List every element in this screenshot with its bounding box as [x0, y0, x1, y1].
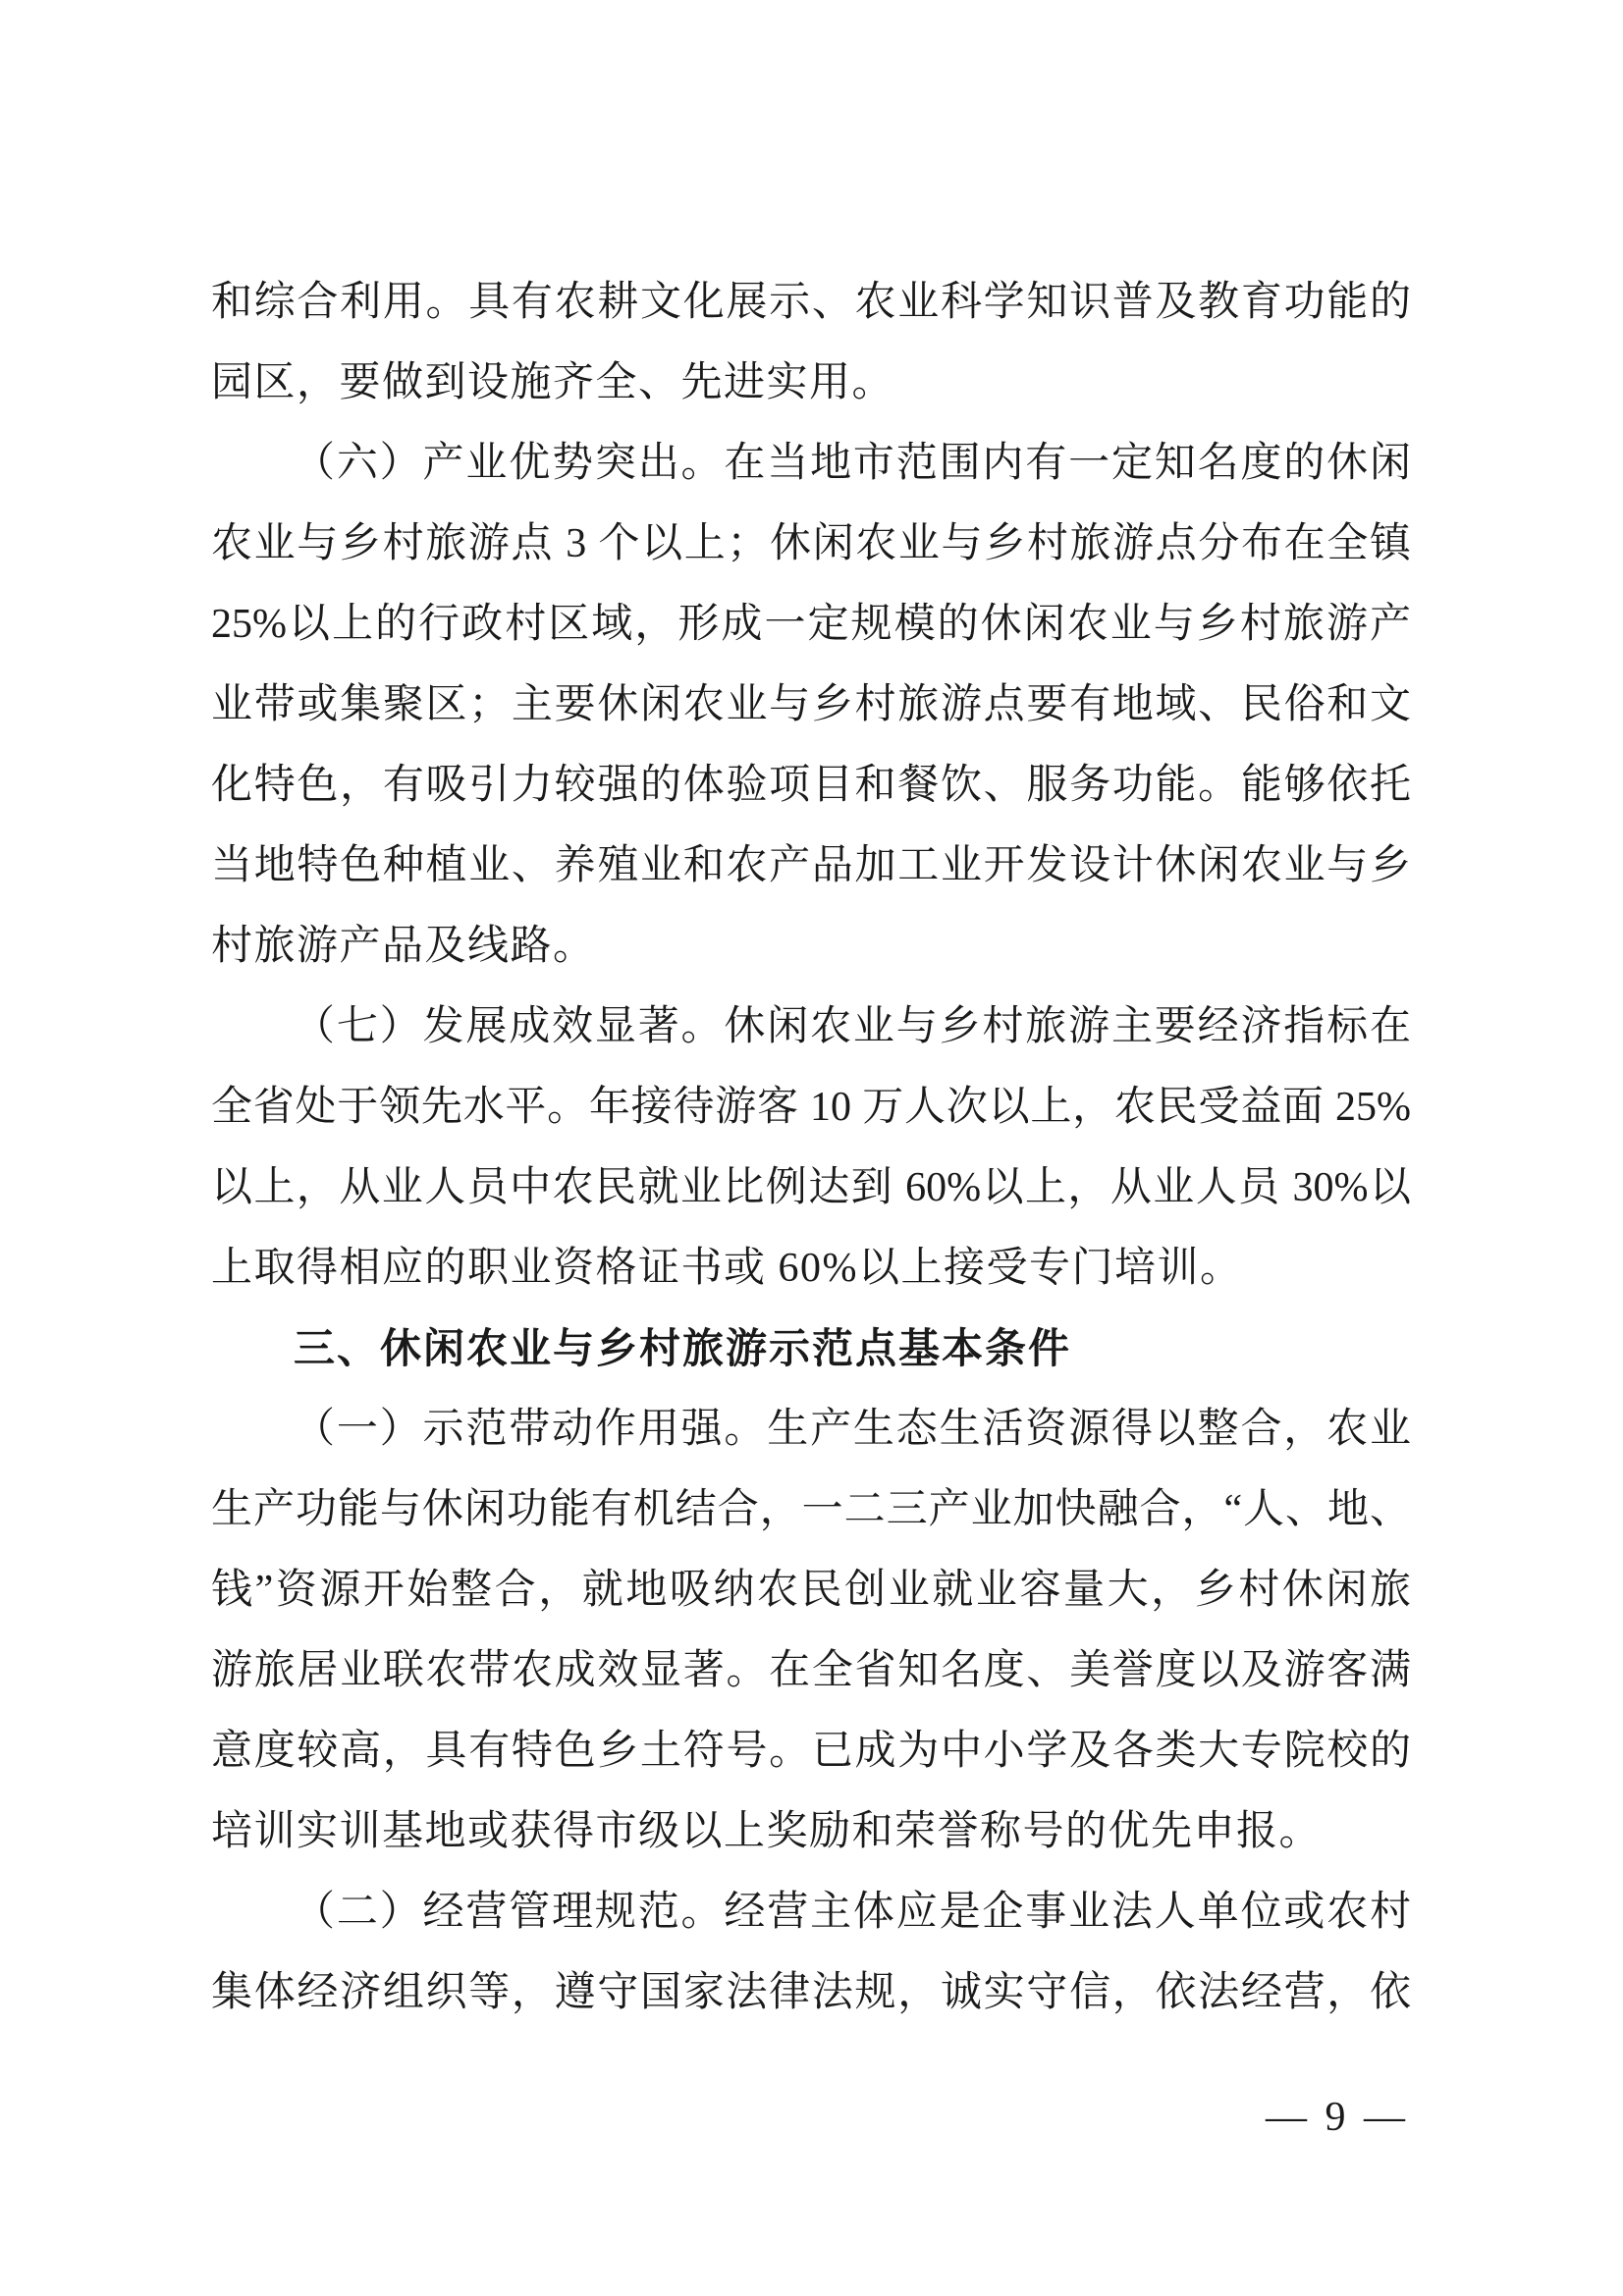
text-line: 25%以上的行政村区域，形成一定规模的休闲农业与乡村旅游产 [211, 602, 1411, 647]
text-line: 村旅游产品及线路。 [211, 924, 596, 969]
text-line: 游旅居业联农带农成效显著。在全省知名度、美誉度以及游客满 [211, 1648, 1411, 1693]
text-line: 全省处于领先水平。年接待游客 10 万人次以上，农民受益面 25% [211, 1085, 1411, 1130]
section-heading: 三、休闲农业与乡村旅游示范点基本条件 [294, 1325, 1072, 1371]
text-line: 集体经济组织等，遵守国家法律法规，诚实守信，依法经营，依 [211, 1970, 1411, 2015]
text-line: （二）经营管理规范。经营主体应是企事业法人单位或农村 [294, 1890, 1411, 1935]
text-line: 业带或集聚区；主要休闲农业与乡村旅游点要有地域、民俗和文 [211, 682, 1411, 727]
page-number: — 9 — [1266, 2095, 1409, 2140]
text-line: 园区，要做到设施齐全、先进实用。 [211, 360, 895, 405]
text-line: （七）发展成效显著。休闲农业与乡村旅游主要经济指标在 [294, 1004, 1411, 1049]
text-line: 意度较高，具有特色乡土符号。已成为中小学及各类大专院校的 [211, 1729, 1411, 1774]
text-line: 当地特色种植业、养殖业和农产品加工业开发设计休闲农业与乡 [211, 843, 1411, 888]
document-body [211, 262, 1411, 2033]
text-line: 钱”资源开始整合，就地吸纳农民创业就业容量大，乡村休闲旅 [211, 1568, 1411, 1613]
text-line: 生产功能与休闲功能有机结合，一二三产业加快融合，“人、地、 [211, 1487, 1411, 1532]
text-line: 和综合利用。具有农耕文化展示、农业科学知识普及教育功能的 [211, 280, 1411, 325]
text-line: 上取得相应的职业资格证书或 60%以上接受专门培训。 [211, 1246, 1243, 1291]
text-line: 农业与乡村旅游点 3 个以上；休闲农业与乡村旅游点分布在全镇 [211, 521, 1411, 566]
text-line: 以上，从业人员中农民就业比例达到 60%以上，从业人员 30%以 [211, 1165, 1411, 1210]
text-line: 化特色，有吸引力较强的体验项目和餐饮、服务功能。能够依托 [211, 763, 1411, 808]
text-line: （一）示范带动作用强。生产生态生活资源得以整合，农业 [294, 1407, 1411, 1452]
text-line: 培训实训基地或获得市级以上奖励和荣誉称号的优先申报。 [211, 1809, 1323, 1854]
text-line: （六）产业优势突出。在当地市范围内有一定知名度的休闲 [294, 441, 1411, 486]
